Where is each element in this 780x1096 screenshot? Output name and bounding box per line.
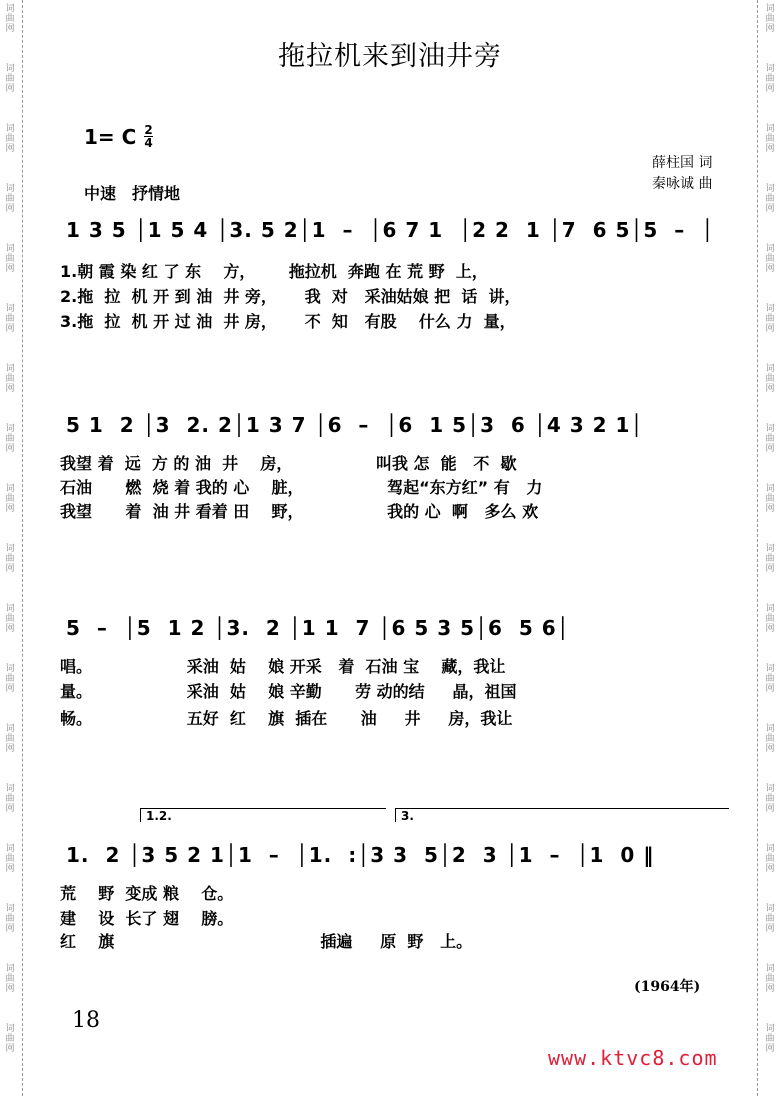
watermark-mark: 词 曲 网 [765,184,775,214]
watermark-mark: 词 曲 网 [5,64,15,94]
site-watermark: www.ktvc8.com [548,1046,718,1070]
left-watermark-strip [0,0,23,1096]
watermark-mark: 词 曲 网 [5,424,15,454]
watermark-mark: 词 曲 网 [765,4,775,34]
watermark-mark: 词 曲 网 [5,844,15,874]
lyric-line-2-verse-3: 我望 着 油 井 看着 田 野， 我的 心 啊 多么 欢 [60,502,539,521]
lyric-line-2-verse-1: 我望 着 远 方 的 油 井 房， 叫我 怎 能 不 歇 [60,454,517,473]
watermark-mark: 词 曲 网 [765,544,775,574]
time-signature-top: 2 [144,123,153,137]
watermark-mark: 词 曲 网 [5,184,15,214]
volta-third-ending: 3. [395,808,729,822]
watermark-mark: 词 曲 网 [5,784,15,814]
watermark-mark: 词 曲 网 [5,124,15,154]
watermark-mark: 词 曲 网 [765,64,775,94]
watermark-mark: 词 曲 网 [5,544,15,574]
watermark-mark: 词 曲 网 [765,1024,775,1054]
notation-line-4: 1. 2 │3 5 2 1│1 – │1. :│3 3 5│2 3 │1 – │1 0 ‖ [66,843,655,867]
lyricist-credit: 薛柱国 词 [652,155,713,171]
tempo-marking: 中速 抒情地 [84,184,181,203]
watermark-mark: 词 曲 网 [5,904,15,934]
page-number: 18 [72,1008,100,1033]
watermark-mark: 词 曲 网 [765,424,775,454]
lyric-line-3-verse-1: 唱。 采油 姑 娘 开采 着 石油 宝 藏，我让 [60,657,506,676]
composer-credit: 秦咏诚 曲 [652,176,713,192]
lyric-line-4-verse-2: 建 设 长了 翅 膀。 [60,909,234,928]
time-signature [144,124,153,149]
watermark-mark: 词 曲 网 [5,604,15,634]
lyric-line-4-verse-1: 荒 野 变成 粮 仓。 [60,884,234,903]
watermark-mark: 词 曲 网 [765,124,775,154]
watermark-mark: 词 曲 网 [5,4,15,34]
watermark-mark: 词 曲 网 [765,244,775,274]
watermark-mark: 词 曲 网 [5,244,15,274]
watermark-mark: 词 曲 网 [5,304,15,334]
credits [652,153,712,195]
key-signature: 1= C [84,125,137,149]
lyric-line-3-verse-2: 量。 采油 姑 娘 辛勤 劳 动的结 晶，祖国 [60,682,517,701]
watermark-mark: 词 曲 网 [5,964,15,994]
watermark-mark: 词 曲 网 [5,364,15,394]
watermark-mark: 词 曲 网 [765,724,775,754]
watermark-mark: 词 曲 网 [765,844,775,874]
lyric-line-1-verse-3: 3.拖 拉 机 开 过 油 井 房， 不 知 有股 什么 力 量， [60,312,516,331]
time-signature-bottom: 4 [144,136,153,150]
watermark-mark: 词 曲 网 [765,904,775,934]
watermark-mark: 词 曲 网 [765,784,775,814]
watermark-mark: 词 曲 网 [765,664,775,694]
lyric-line-3-verse-3: 畅。 五好 红 旗 插在 油 井 房，我让 [60,709,513,728]
volta-first-ending: 1.2. [140,808,386,822]
notation-line-1: 1 3 5 │1 5 4 │3. 5 2│1 – │6 7 1 │2 2 1 │7 6 5│5 – │ [66,218,715,242]
notation-line-3: 5 – │5 1 2 │3. 2 │1 1 7 │6 5 3 5│6 5 6│ [66,616,570,640]
watermark-mark: 词 曲 网 [765,364,775,394]
watermark-mark: 词 曲 网 [765,484,775,514]
song-title: 拖拉机来到油井旁 [278,41,502,72]
right-watermark-strip [757,0,780,1096]
lyric-line-4-verse-3: 红 旗 插遍 原 野 上。 [60,932,473,951]
watermark-mark: 词 曲 网 [765,604,775,634]
lyric-line-1-verse-2: 2.拖 拉 机 开 到 油 井 旁， 我 对 采油姑娘 把 话 讲， [60,287,521,306]
notation-line-2: 5 1 2 │3 2. 2│1 3 7 │6 – │6 1 5│3 6 │4 3 2 1│ [66,413,644,437]
watermark-mark: 词 曲 网 [5,484,15,514]
watermark-mark: 词 曲 网 [5,664,15,694]
composition-year: (1964年) [634,979,701,995]
watermark-mark: 词 曲 网 [5,724,15,754]
watermark-mark: 词 曲 网 [5,1024,15,1054]
watermark-mark: 词 曲 网 [765,304,775,334]
lyric-line-2-verse-2: 石油 燃 烧 着 我的 心 脏， 驾起“东方红” 有 力 [60,478,543,497]
lyric-line-1-verse-1: 1.朝 霞 染 红 了 东 方， 拖拉机 奔跑 在 荒 野 上， [60,262,488,281]
watermark-mark: 词 曲 网 [765,964,775,994]
